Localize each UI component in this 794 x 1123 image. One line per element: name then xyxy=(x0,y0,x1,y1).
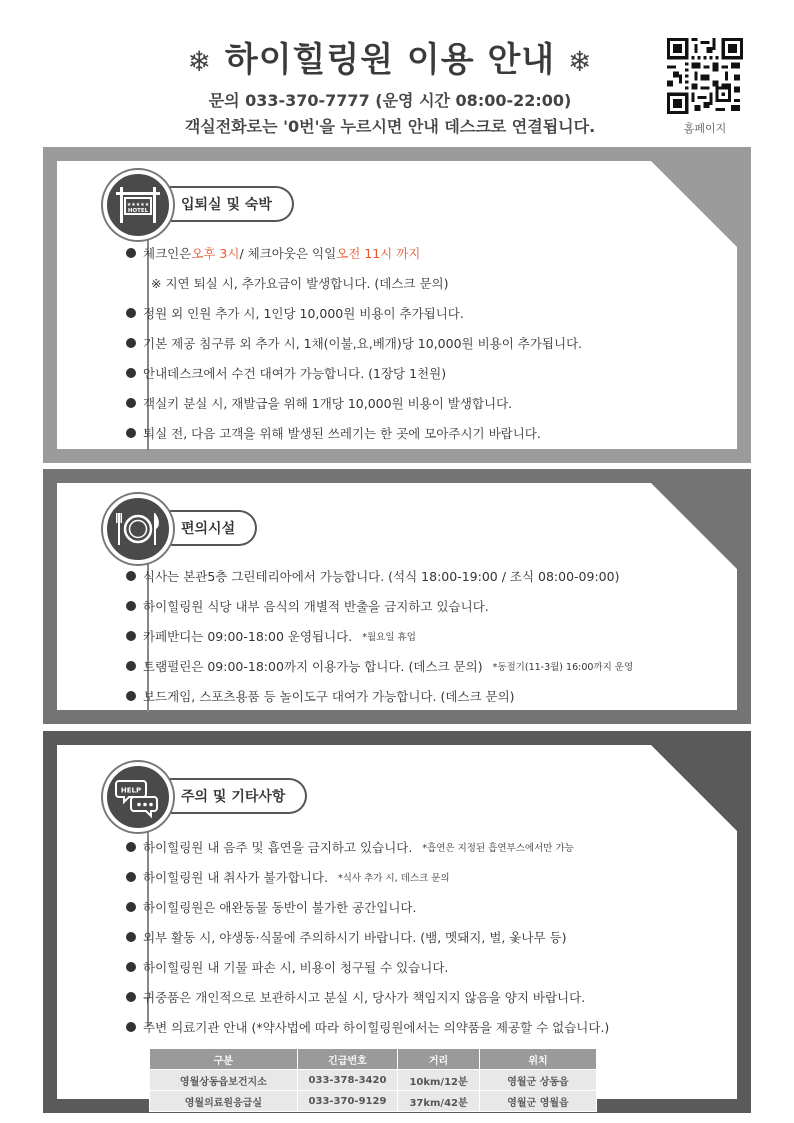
list-item xyxy=(143,892,609,922)
facilities-list xyxy=(143,561,633,711)
item-text: 주변 의료기관 안내 (*약사법에 따라 하이힐링원에서는 의약품을 제공할 수 없습니다.) xyxy=(143,1020,610,1035)
table-header: 구분 xyxy=(150,1049,298,1070)
bullet-icon xyxy=(126,842,136,852)
bullet-icon xyxy=(126,932,136,942)
list-item xyxy=(143,862,609,892)
svg-text:HOTEL: HOTEL xyxy=(127,208,149,214)
bullet-icon xyxy=(126,1022,136,1032)
bullet-icon xyxy=(126,398,136,408)
bullet-icon xyxy=(126,872,136,882)
item-text: 보드게임, 스포츠용품 등 놀이도구 대여가 가능합니다. (데스크 문의) xyxy=(143,689,515,704)
item-text: 하이힐링원 내 기물 파손 시, 비용이 청구될 수 있습니다. xyxy=(143,960,449,975)
svg-text:★★★★★: ★★★★★ xyxy=(126,202,150,208)
header xyxy=(0,0,794,140)
title-text: 하이힐링원 이용 안내 xyxy=(224,40,556,80)
table-cell: 033-370-9129 xyxy=(297,1091,397,1112)
item-text: 하이힐링원은 애완동물 동반이 불가한 공간입니다. xyxy=(143,900,417,915)
checkin-panel xyxy=(43,147,751,463)
qr-code-icon[interactable] xyxy=(667,38,743,114)
item-text: 하이힐링원 내 취사가 불가합니다. xyxy=(143,870,328,885)
item-text: / 체크아웃은 익일 xyxy=(239,246,337,261)
bullet-icon xyxy=(126,571,136,581)
help-icon-text: HELP xyxy=(120,786,142,795)
bullet-icon xyxy=(126,902,136,912)
item-text: 하이힐링원 식당 내부 음식의 개별적 반출을 금지하고 있습니다. xyxy=(143,599,489,614)
section-title: 입퇴실 및 숙박 xyxy=(151,186,294,222)
medical-table xyxy=(149,1048,597,1112)
list-item xyxy=(143,238,582,268)
contact-line: 문의 033-370-7777 (운영 시간 08:00-22:00) xyxy=(208,91,572,110)
checkin-panel-body xyxy=(57,161,737,449)
item-text: 카페반디는 09:00-18:00 운영됩니다. xyxy=(143,629,353,644)
page-title xyxy=(150,32,630,81)
table-cell: 영월군 영월읍 xyxy=(479,1091,596,1112)
item-text: 트램펄린은 09:00-18:00까지 이용가능 합니다. (데스크 문의) xyxy=(143,659,483,674)
bullet-icon xyxy=(126,428,136,438)
notice-list xyxy=(143,832,609,1042)
table-cell: 영월의료원응급실 xyxy=(150,1091,298,1112)
bullet-icon xyxy=(126,992,136,1002)
bullet-icon xyxy=(126,631,136,641)
plate-utensils-icon xyxy=(103,494,173,564)
section-title: 주의 및 기타사항 xyxy=(151,778,307,814)
notice-panel-body xyxy=(57,745,737,1109)
bullet-icon xyxy=(126,962,136,972)
list-item xyxy=(143,591,633,621)
list-item-note xyxy=(143,268,582,298)
table-header-row xyxy=(150,1049,597,1070)
bullet-icon xyxy=(126,248,136,258)
help-chat-icon xyxy=(103,762,173,832)
bullet-icon xyxy=(126,368,136,378)
phone-line: 객실전화로는 '0번'을 누르시면 안내 데스크로 연결됩니다. xyxy=(184,117,596,136)
list-item xyxy=(143,388,582,418)
panel-corner xyxy=(651,745,737,831)
table-cell: 033-378-3420 xyxy=(297,1070,397,1091)
notice-panel xyxy=(43,731,751,1113)
facilities-panel xyxy=(43,469,751,724)
checkout-time: 오전 11시 까지 xyxy=(336,246,421,261)
item-text: 하이힐링원 내 음주 및 흡연을 금지하고 있습니다. xyxy=(143,840,413,855)
bullet-icon xyxy=(126,691,136,701)
bullet-icon xyxy=(126,601,136,611)
list-item xyxy=(143,328,582,358)
item-text: 체크인은 xyxy=(143,246,192,261)
list-item xyxy=(143,561,633,591)
bullet-icon xyxy=(126,661,136,671)
checkin-list xyxy=(143,238,582,448)
bullet-icon xyxy=(126,338,136,348)
list-item xyxy=(143,298,582,328)
list-item xyxy=(143,681,633,711)
item-note: *식사 추가 시, 데스크 문의 xyxy=(337,873,450,884)
checkin-time: 오후 3시 xyxy=(191,246,240,261)
item-text: 안내데스크에서 수건 대여가 가능합니다. (1장당 1천원) xyxy=(143,366,447,381)
table-row xyxy=(150,1091,597,1112)
table-row xyxy=(150,1070,597,1091)
item-text: 퇴실 전, 다음 고객을 위해 발생된 쓰레기는 한 곳에 모아주시기 바랍니다. xyxy=(143,426,541,441)
list-item xyxy=(143,1012,609,1042)
list-item xyxy=(143,418,582,448)
table-cell: 10km/12분 xyxy=(398,1070,480,1091)
list-item xyxy=(143,621,633,651)
hotel-sign-icon xyxy=(103,170,173,240)
item-text: 귀중품은 개인적으로 보관하시고 분실 시, 당사가 책임지지 않음을 양지 바랍니다. xyxy=(143,990,586,1005)
table-cell: 37km/42분 xyxy=(398,1091,480,1112)
table-header: 긴급번호 xyxy=(297,1049,397,1070)
item-text: 정원 외 인원 추가 시, 1인당 10,000원 비용이 추가됩니다. xyxy=(143,306,464,321)
panel-corner xyxy=(651,161,737,247)
table-cell: 영월상동읍보건지소 xyxy=(150,1070,298,1091)
item-note: *동절기(11-3월) 16:00까지 운영 xyxy=(492,662,634,673)
item-text: 객실키 분실 시, 재발급을 위해 1개당 10,000원 비용이 발생합니다. xyxy=(143,396,513,411)
table-cell: 영월군 상동읍 xyxy=(479,1070,596,1091)
item-text: 외부 활동 시, 야생동·식물에 주의하시기 바랍니다. (뱀, 멧돼지, 벌, 옻나무 등) xyxy=(143,930,567,945)
qr-label: 홈페이지 xyxy=(683,122,727,135)
snowflake-icon: ❄ xyxy=(187,45,213,78)
list-item xyxy=(143,952,609,982)
item-text: ※ 지연 퇴실 시, 추가요금이 발생합니다. (데스크 문의) xyxy=(151,276,449,291)
bullet-icon xyxy=(126,308,136,318)
section-title: 편의시설 xyxy=(151,510,257,546)
list-item xyxy=(143,982,609,1012)
panel-corner xyxy=(651,483,737,569)
list-item xyxy=(143,832,609,862)
list-item xyxy=(143,651,633,681)
list-item xyxy=(143,358,582,388)
item-text: 기본 제공 침구류 외 추가 시, 1채(이불,요,베개)당 10,000원 비용이 추가됩니다. xyxy=(143,336,583,351)
item-note: *흡연은 지정된 흡연부스에서만 가능 xyxy=(422,843,574,854)
list-item xyxy=(143,922,609,952)
snowflake-icon: ❄ xyxy=(567,45,593,78)
item-note: *월요일 휴업 xyxy=(362,632,416,643)
table-header: 거리 xyxy=(398,1049,480,1070)
facilities-panel-body xyxy=(57,483,737,710)
item-text: 식사는 본관5층 그린테리아에서 가능합니다. (석식 18:00-19:00 / 조식 08:00-09:00) xyxy=(143,569,620,584)
table-header: 위치 xyxy=(479,1049,596,1070)
